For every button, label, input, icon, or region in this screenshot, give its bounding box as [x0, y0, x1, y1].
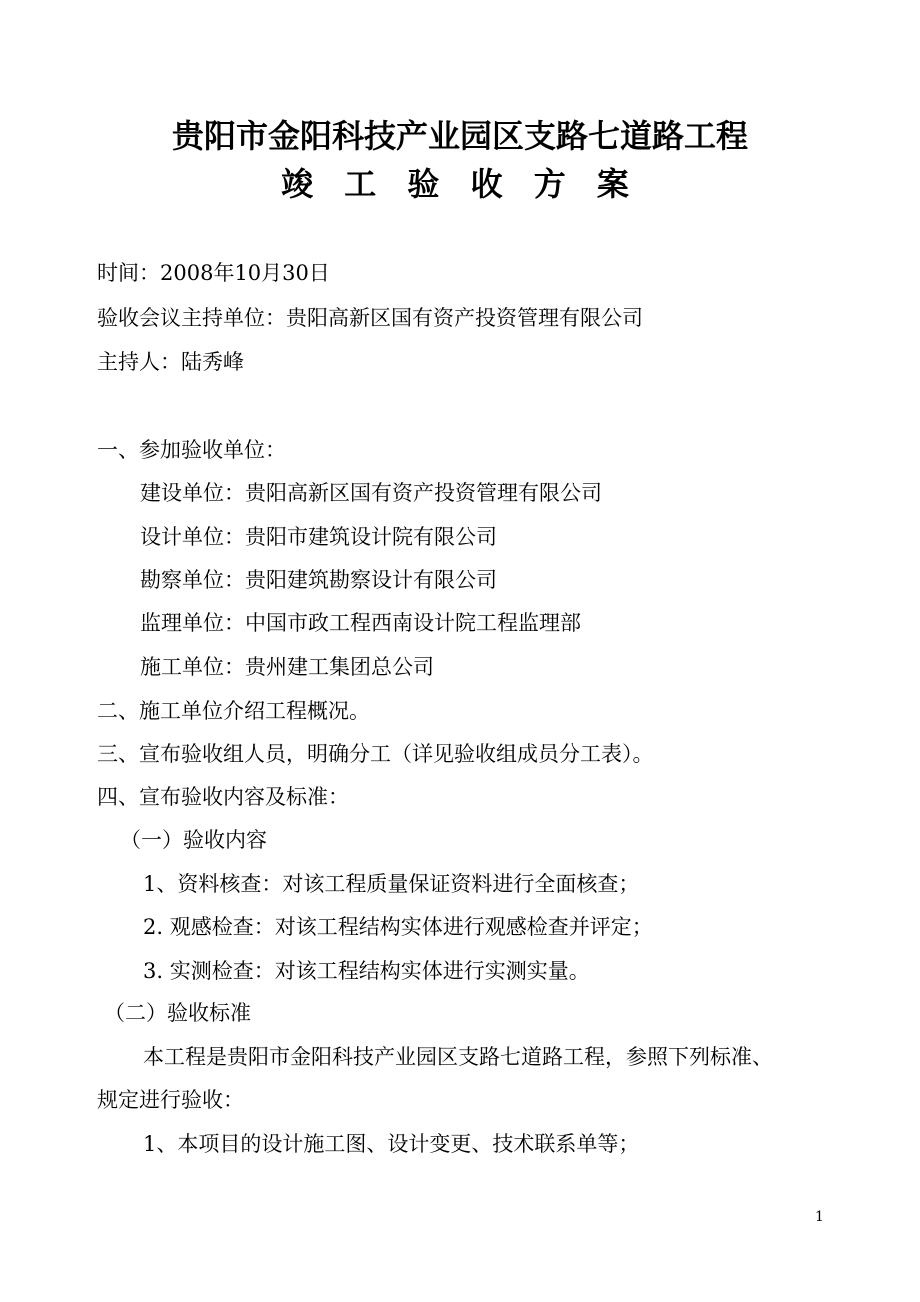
unit-builder: 施工单位：贵州建工集团总公司 [140, 655, 434, 679]
section-1-heading: 一、参加验收单位： [97, 438, 286, 462]
subsection-2: （二）验收标准 [104, 1001, 251, 1025]
page-number: 1 [815, 1209, 824, 1225]
unit-survey: 勘察单位：贵阳建筑勘察设计有限公司 [140, 568, 497, 592]
subsection-1: （一）验收内容 [120, 828, 267, 852]
paragraph-line-2: 规定进行验收： [97, 1088, 244, 1112]
unit-construction: 建设单位：贵阳高新区国有资产投资管理有限公司 [140, 481, 602, 505]
unit-supervision: 监理单位：中国市政工程西南设计院工程监理部 [140, 611, 581, 635]
meeting-time: 时间：2008年10月30日 [97, 261, 330, 285]
content-item-2: 2. 观感检查：对该工程结构实体进行观感检查并评定； [143, 915, 653, 939]
section-3: 三、宣布验收组人员，明确分工（详见验收组成员分工表）。 [97, 742, 654, 766]
host-person: 主持人：陆秀峰 [97, 350, 244, 374]
standard-item-1: 1、本项目的设计施工图、设计变更、技术联系单等； [143, 1132, 640, 1156]
paragraph-line-1: 本工程是贵阳市金阳科技产业园区支路七道路工程，参照下列标准、 [143, 1045, 773, 1069]
document-title: 贵阳市金阳科技产业园区支路七道路工程 [171, 117, 748, 155]
document-subtitle: 竣 工 验 收 方 案 [281, 165, 639, 203]
unit-design: 设计单位：贵阳市建筑设计院有限公司 [140, 525, 497, 549]
section-2: 二、施工单位介绍工程概况。 [97, 699, 370, 723]
content-item-3: 3. 实测检查：对该工程结构实体进行实测实量。 [143, 959, 590, 983]
host-unit: 验收会议主持单位：贵阳高新区国有资产投资管理有限公司 [97, 306, 643, 330]
content-item-1: 1、资料核查：对该工程质量保证资料进行全面核查； [143, 872, 640, 896]
section-4: 四、宣布验收内容及标准： [97, 785, 349, 809]
